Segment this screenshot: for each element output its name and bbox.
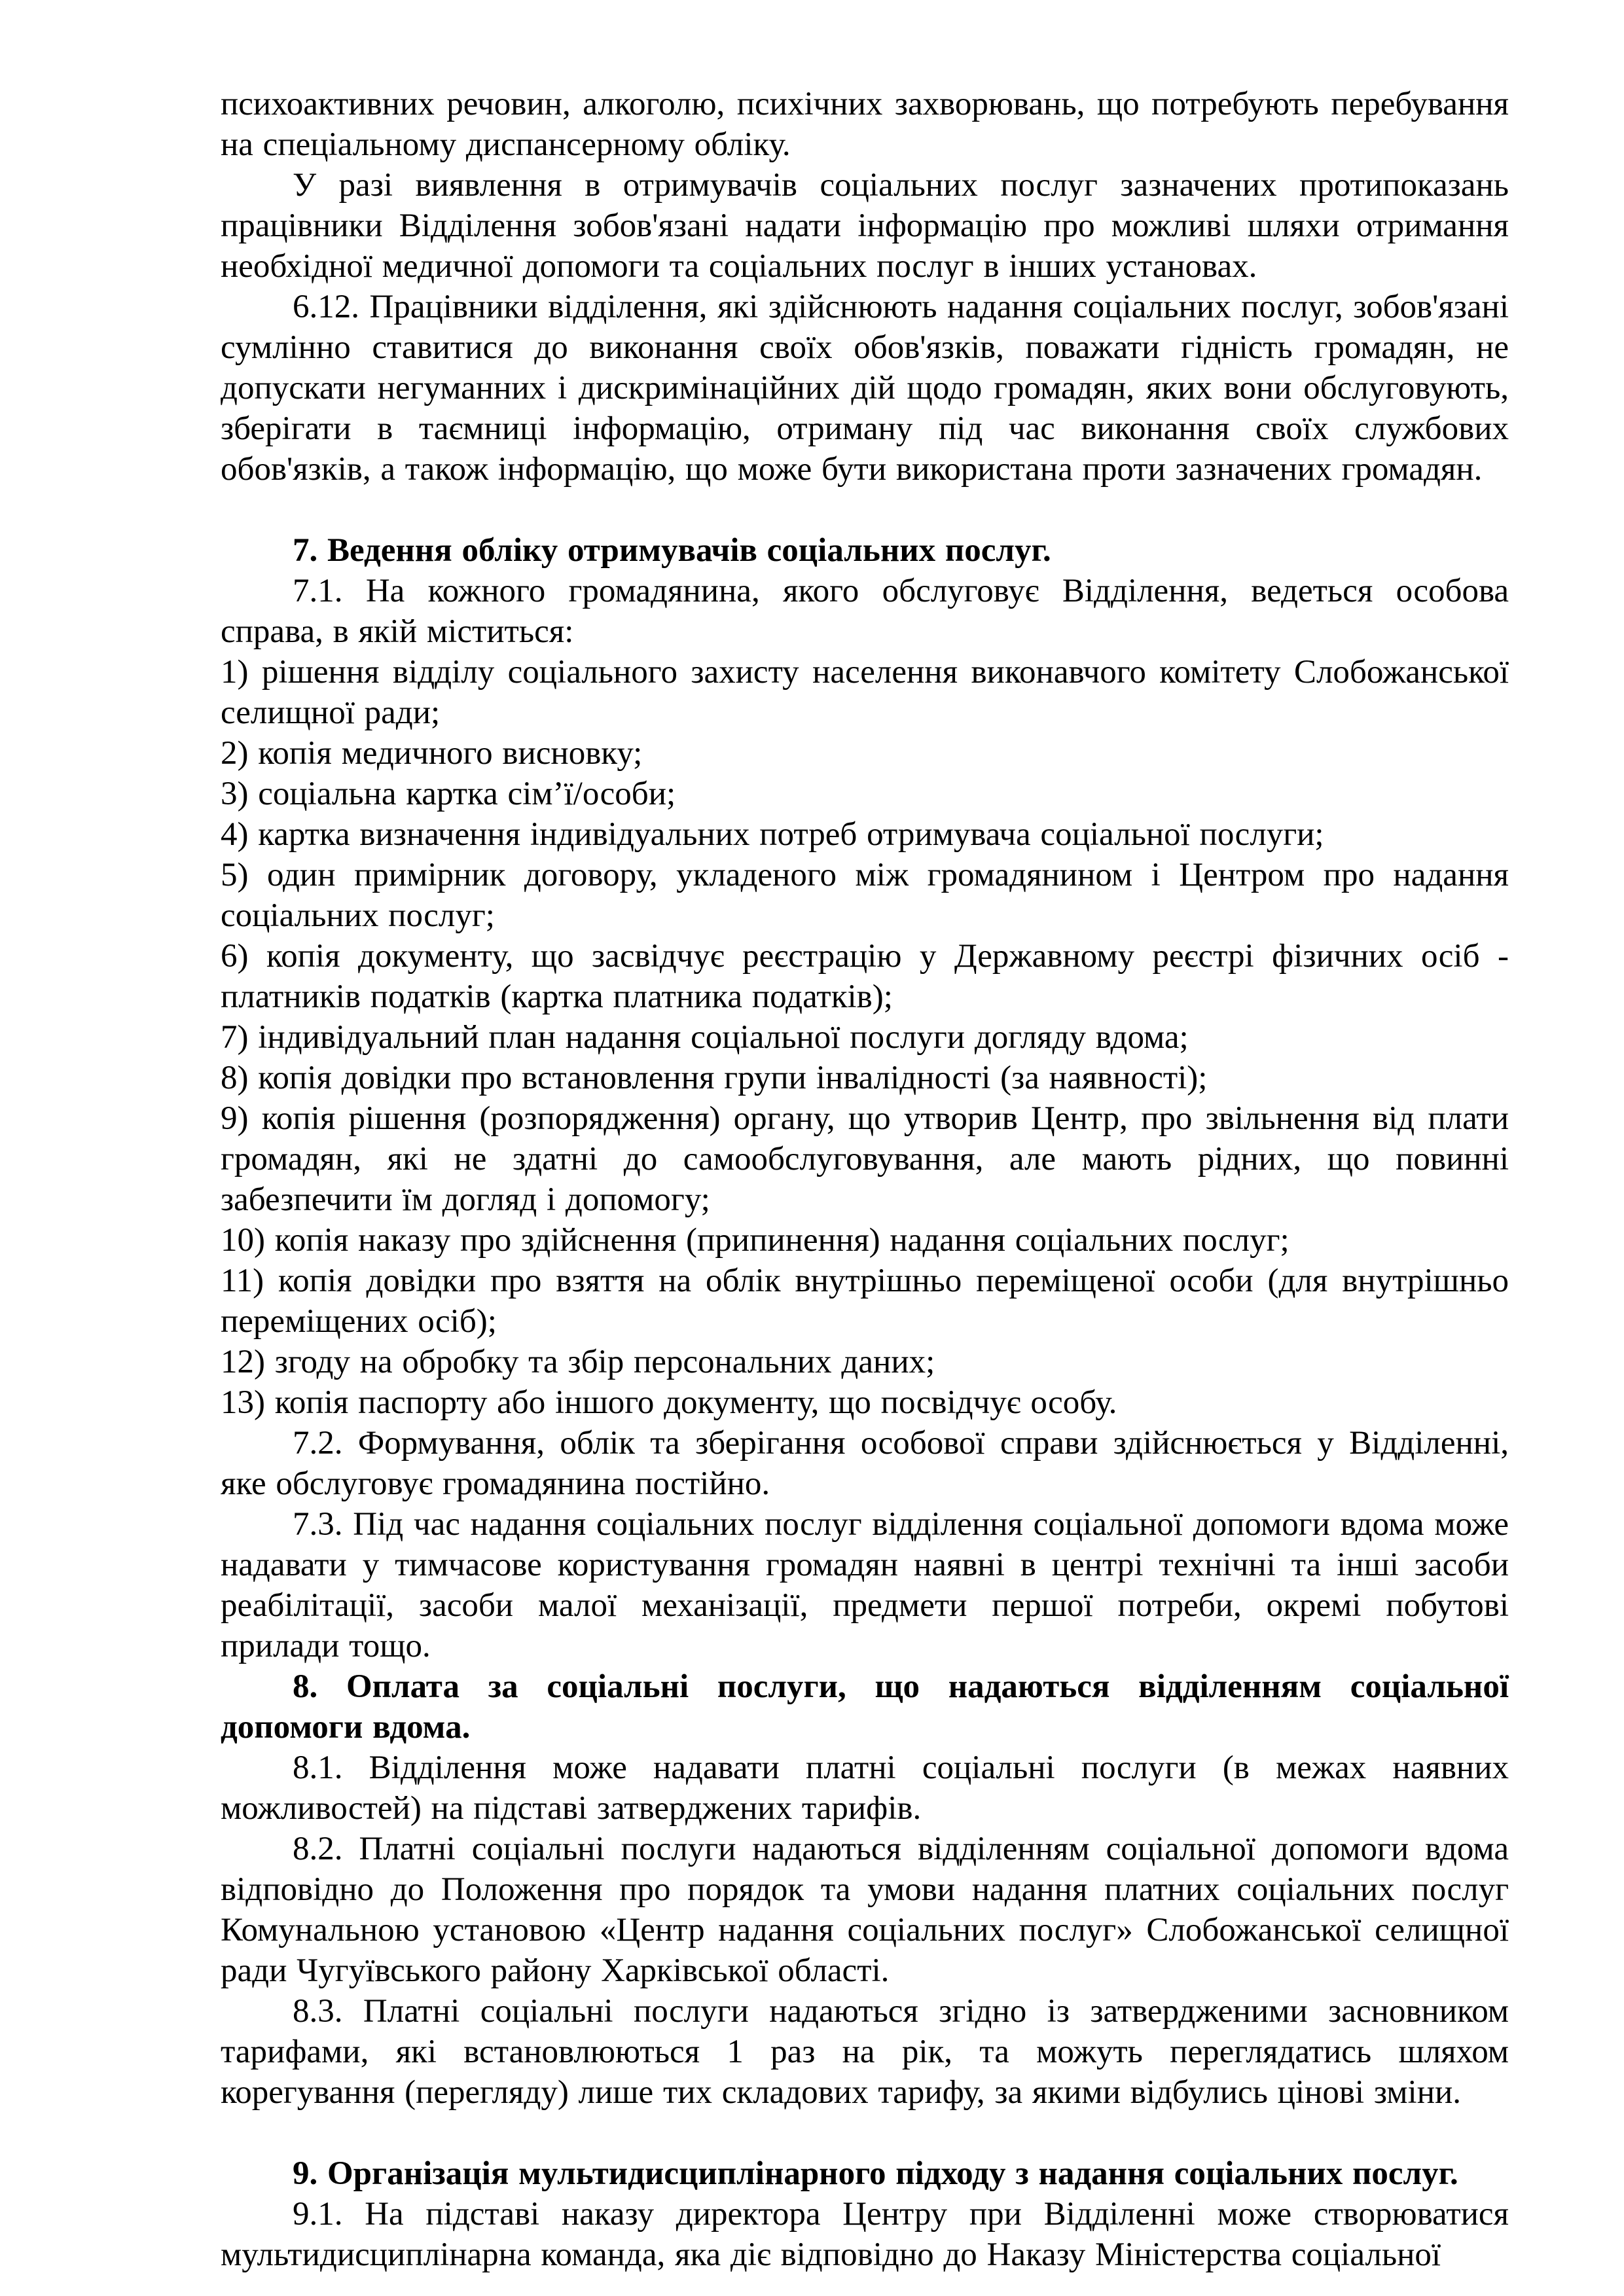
section-heading: 8. Оплата за соціальні послуги, що надаються відділенням соціальної допомоги вдома. [221, 1668, 1509, 1746]
paragraph: 10) копія наказу про здійснення (припинення) надання соціальних послуг; [221, 1222, 1290, 1259]
paragraph: психоактивних речовин, алкоголю, психічних захворювань, що потребують перебування на спеціальному диспансерному обліку. [221, 86, 1509, 163]
paragraph: 7.2. Формування, облік та зберігання особової справи здійснюється у Відділенні, яке обслуговує громадянина постійно. [221, 1425, 1509, 1502]
paragraph: 8.3. Платні соціальні послуги надаються згідно із затвердженими засновником тарифами, які встановлюються 1 раз на рік, та можуть переглядатись шляхом корегування (перегляду) лише тих складових тарифу, за якими відбулись цінові зміни. [221, 1993, 1509, 2111]
paragraph: 9) копія рішення (розпорядження) органу, що утворив Центр, про звільнення від плати громадян, які не здатні до самообслуговування, але мають рідних, що повинні забезпечити їм догляд і допомогу; [221, 1100, 1509, 1218]
paragraph: 12) згоду на обробку та збір персональних даних; [221, 1344, 935, 1380]
paragraph: 13) копія паспорту або іншого документу, що посвідчує особу. [221, 1384, 1117, 1421]
paragraph: 8.2. Платні соціальні послуги надаються відділенням соціальної допомоги вдома відповідно до Положення про порядок та умови надання платних соціальних послуг Комунальною установою «Центр надання соціальних послуг» Слобожанської селищної ради Чугуївського району Харківської області. [221, 1831, 1509, 1989]
section-heading: 9. Організація мультидисциплінарного підходу з надання соціальних послуг. [293, 2155, 1458, 2192]
paragraph: У разі виявлення в отримувачів соціальних послуг зазначених протипоказань працівники Відділення зобов'язані надати інформацію про можливі шляхи отримання необхідної медичної допомоги та соціальних послуг в інших установах. [221, 167, 1509, 285]
paragraph: 4) картка визначення індивідуальних потреб отримувача соціальної послуги; [221, 816, 1324, 853]
paragraph: 8.1. Відділення може надавати платні соціальні послуги (в межах наявних можливостей) на підставі затверджених тарифів. [221, 1749, 1509, 1827]
section-heading: 7. Ведення обліку отримувачів соціальних послуг. [293, 532, 1051, 569]
paragraph: 9.1. На підставі наказу директора Центру при Відділенні може створюватися мультидисциплінарна команда, яка діє відповідно до Наказу Міністерства соціальної [221, 2196, 1509, 2273]
paragraph: 2) копія медичного висновку; [221, 735, 643, 772]
paragraph: 5) один примірник договору, укладеного між громадянином і Центром про надання соціальних послуг; [221, 857, 1509, 934]
paragraph: 3) соціальна картка сім’ї/особи; [221, 776, 676, 812]
paragraph: 11) копія довідки про взяття на облік внутрішньо переміщеної особи (для внутрішньо переміщених осіб); [221, 1263, 1509, 1340]
paragraph: 6.12. Працівники відділення, які здійснюють надання соціальних послуг, зобов'язані сумлінно ставитися до виконання своїх обов'язків, поважати гідність громадян, не допускати негуманних і дискримінаційних дій щодо громадян, яких вони обслуговують, зберігати в таємниці інформацію, отриману під час виконання своїх службових обов'язків, а також інформацію, що може бути використана проти зазначених громадян. [221, 289, 1509, 488]
paragraph: 7.3. Під час надання соціальних послуг відділення соціальної допомоги вдома може надавати у тимчасове користування громадян наявні в центрі технічні та інші засоби реабілітації, засоби малої механізації, предмети першої потреби, окремі побутові прилади тощо. [221, 1506, 1509, 1664]
paragraph: 7) індивідуальний план надання соціальної послуги догляду вдома; [221, 1019, 1189, 1056]
paragraph: 6) копія документу, що засвідчує реєстрацію у Державному реєстрі фізичних осіб - платників податків (картка платника податків); [221, 938, 1509, 1015]
paragraph: 8) копія довідки про встановлення групи інвалідності (за наявності); [221, 1060, 1208, 1096]
paragraph: 1) рішення відділу соціального захисту населення виконавчого комітету Слобожанської селищної ради; [221, 654, 1509, 731]
paragraph: 7.1. На кожного громадянина, якого обслуговує Відділення, ведеться особова справа, в якій міститься: [221, 573, 1509, 650]
